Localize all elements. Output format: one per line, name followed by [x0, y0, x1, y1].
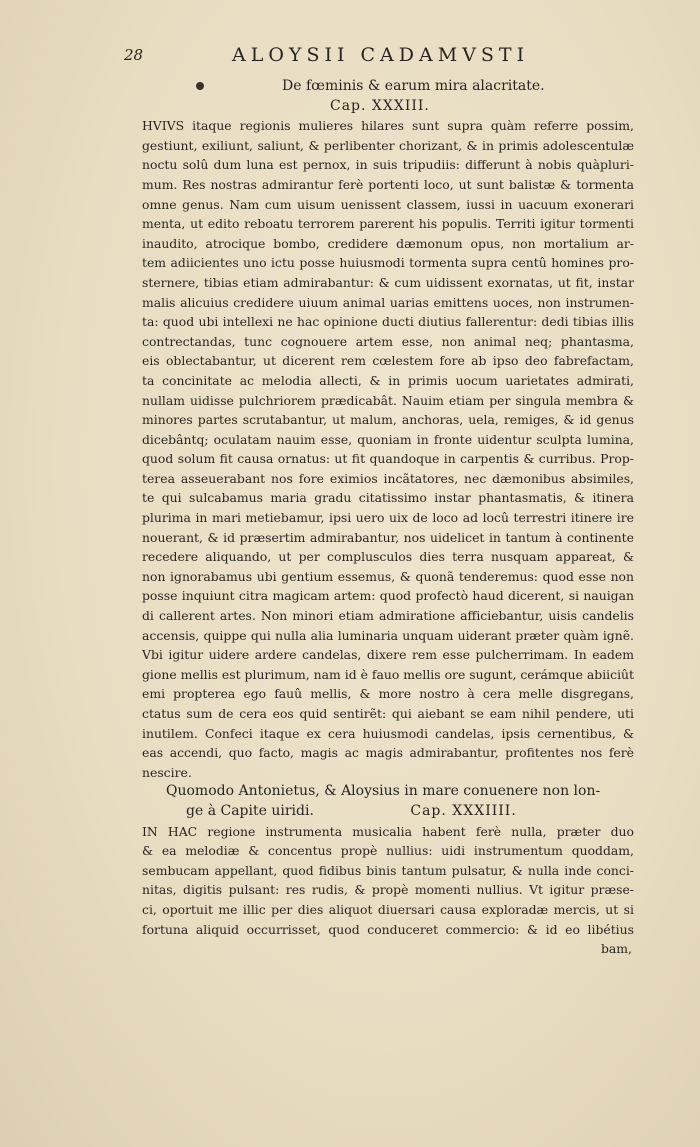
text-line: ta concinitate ac melodia allecti, & in primis uocum uarietates admirati, — [142, 372, 634, 388]
text-line: nullam uidisse pulchriorem prædicabât. Nauim etiam per singula membra & — [142, 392, 634, 408]
text-line: ctatus sum de cera eos quid sentirẽt: qui aiebant se eam nihil pendere, uti — [142, 706, 634, 721]
text-line: IN HAC regione instrumenta musicalia habent ferè nulla, præter duo — [142, 823, 634, 839]
running-title: ALOYSII CADAMVSTI — [232, 44, 530, 66]
text-line: gestiunt, exiliunt, saliunt, & perlibenter chorizant, & in primis adolescentulæ — [142, 137, 634, 153]
chapter-33-text — [142, 116, 634, 782]
catchword: bam, — [600, 941, 632, 957]
text-line: te qui sulcabamus maria gradu citatissimo instar phantasmatis, & itinera — [142, 490, 634, 506]
text-line: mum. Res nostras admirantur ferè portenti loco, ut sunt balistæ & tormenta — [142, 176, 634, 192]
text-line: accensis, quippe qui nulla alia luminaria unquam uiderant præter quàm ignẽ. — [142, 627, 634, 643]
text-line: malis alicuius credidere uiuum animal uarias emittens uoces, non instrumen- — [142, 294, 634, 310]
text-line: inutilem. Confeci itaque ex cera huiusmodi candelas, ipsis cernentibus, & — [142, 725, 634, 741]
text-line: Vbi igitur uidere ardere candelas, dixere rem esse pulcherrimam. In eadem — [142, 647, 634, 663]
chapter-33-number: Cap. XXXIII. — [330, 97, 430, 114]
text-line: nitas, digitis pulsant: res rudis, & propè momenti nullius. Vt igitur præse- — [142, 882, 634, 898]
text-line: ta: quod ubi intellexi ne hac opinione ducti diutius fallerentur: dedi tibias illis — [142, 314, 634, 330]
text-line: sternere, tibias etiam admirabantur: & cum uidissent exornatas, ut fit, instar — [142, 274, 634, 290]
text-line: emi propterea ego fauû mellis, & more nostro à cera melle disgregans, — [142, 686, 634, 702]
text-line: sembucam appellant, quod fidibus binis tantum pulsatur, & nulla inde conci- — [142, 862, 634, 878]
text-line: gione mellis est plurimum, nam id è fauo mellis ore sugunt, cerámque abiiciût — [142, 666, 634, 682]
text-line: fortuna aliquid occurrisset, quod conduceret commercio: & id eo libétius — [142, 921, 634, 937]
text-line: minores partes scrutabantur, ut malum, anchoras, uela, remiges, & id genus — [142, 412, 634, 428]
text-line: noctu solû dum luna est pernox, in suis tripudiis: differunt à nobis quàpluri- — [142, 157, 634, 173]
text-line: recedere aliquando, ut per complusculos dies terra nusquam appareat, & — [142, 549, 634, 565]
text-line: & ea melodiæ & concentus propè nullius: uidi instrumentum quoddam, — [142, 843, 634, 859]
text-line: HVIVS itaque regionis mulieres hilares sunt supra quàm referre possim, — [142, 118, 634, 134]
chapter-34-number: Cap. XXXIIII. — [410, 802, 517, 819]
text-line: nouerant, & id præsertim admirabantur, nos uidelicet in tantum à continente — [142, 529, 634, 545]
text-line: ci, oportuit me illic per dies aliquot diuersari causa exploradæ mercis, ut si — [142, 901, 634, 917]
chapter-34-title-line-2 — [142, 802, 634, 822]
text-line: eas accendi, quo facto, magis ac magis admirabantur, profitentes nos ferè — [142, 745, 634, 761]
text-line: eis oblectabantur, ut dicerent rem cœlestem fore ab ipso deo fabrefactam, — [142, 353, 634, 369]
text-line: omne genus. Nam cum uisum uenissent classem, iussi in uacuum exonerari — [142, 196, 634, 212]
chapter-34-title-line-1: Quomodo Antonietus, & Aloysius in mare conuenere non lon- — [166, 783, 601, 800]
body-text — [142, 77, 634, 959]
text-line: non ignorabamus ubi gentium essemus, & quonã tenderemus: quod esse non — [142, 568, 634, 584]
text-line: tem adiicientes uno ictu posse huiusmodi tormenta supra centû homines pro- — [142, 255, 634, 271]
text-line: di callerent artes. Non minori etiam admiratione afficiebantur, uisis candelis — [142, 608, 634, 624]
page-header — [0, 44, 700, 70]
page-number: 28 — [124, 46, 144, 64]
text-line: dicebântq; oculatam nauim esse, quoniam in fronte uidentur sculpta lumina, — [142, 431, 634, 447]
text-line: nescire. — [142, 764, 192, 780]
text-line: contrectandas, tunc cognouere artem esse, non animal neq; phantasma, — [142, 333, 634, 349]
chapter-34-text — [142, 822, 634, 940]
text-line: quod solum fit causa ornatus: ut fit quandoque in carpentis & curribus. Prop- — [142, 451, 634, 467]
text-line: terea asseuerabant nos fore eximios incãtatores, nec dæmonibus absimiles, — [142, 470, 634, 486]
text-line: inaudito, atrocique bombo, credidere dæmonum opus, non mortalium ar- — [142, 235, 634, 251]
chapter-34-title-line-2-text: ge à Capite uiridi. — [186, 802, 314, 819]
chapter-33-title: De fœminis & earum mira alacritate. — [282, 78, 545, 94]
text-line: plurima in mari metiebamur, ipsi uero uix de loco ad locû terrestri itinere ire — [142, 510, 634, 526]
text-line: menta, ut edito reboatu terrorem parerent his populis. Territi igitur tormenti — [142, 216, 634, 232]
text-line: posse inquiunt citra magicam artem: quod profectò haud dicerent, si nauigan — [142, 588, 634, 604]
